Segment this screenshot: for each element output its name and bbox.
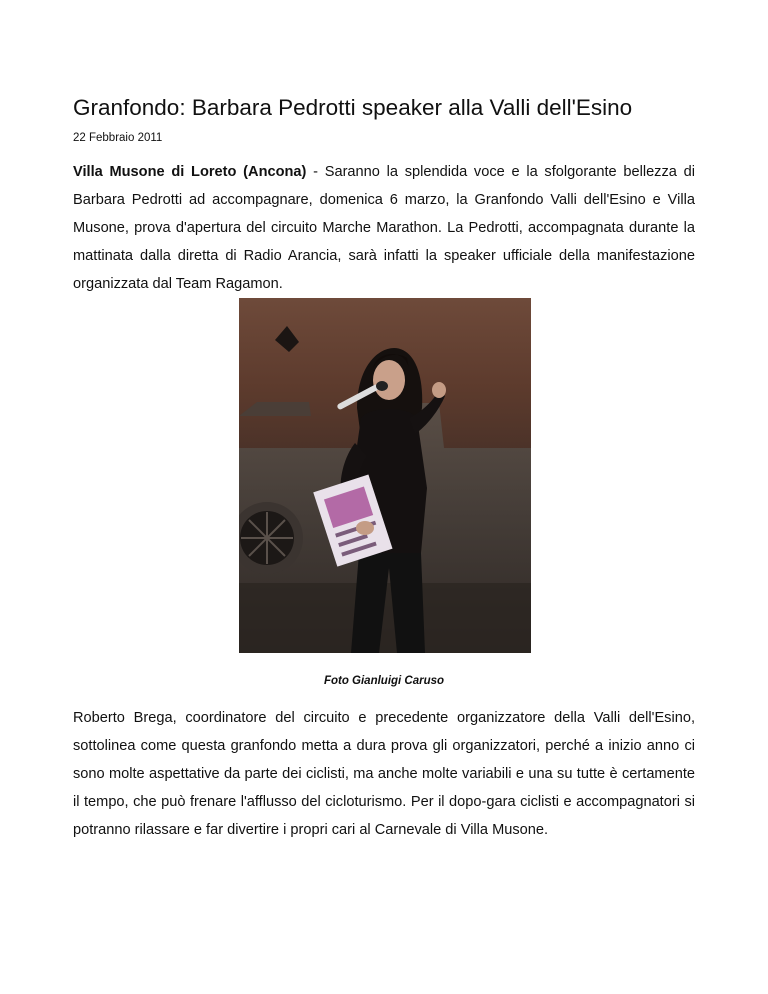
photo-caption: Foto Gianluigi Caruso <box>323 675 445 687</box>
article-paragraph-1-text: - Saranno la splendida voce e la sfolgorante bellezza di Barbara Pedrotti ad accompagnare, domenica 6 marzo, la Granfondo Valli dell'Esino e Villa Musone, prova d'apertura del circuito Marche Marathon. La Pedrotti, accompagnata durante la mattinata dalla diretta di Radio Arancia, sarà infatti la speaker ufficiale della manifestazione organizzata dal Team Ragamon. <box>73 164 695 292</box>
article-photo <box>239 298 531 653</box>
speaker-photo-illustration <box>239 298 531 653</box>
article-title: Granfondo: Barbara Pedrotti speaker alla Valli dell'Esino <box>73 95 633 120</box>
article-lead: Villa Musone di Loreto (Ancona) <box>73 164 307 180</box>
article-paragraph-1 <box>73 158 695 298</box>
article-paragraph-2: Roberto Brega, coordinatore del circuito e precedente organizzatore della Valli dell'Esino, sottolinea come questa granfondo metta a dura prova gli organizzatori, perché a inizio anno ci sono molte aspettative da parte dei ciclisti, ma anche molte variabili e una su tutte è certamente il tempo, che può frenare l'afflusso del cicloturismo. Per il dopo-gara ciclisti e accompagnatori si potranno rilassare e far divertire i propri cari al Carnevale di Villa Musone. <box>73 710 695 838</box>
article-date: 22 Febbraio 2011 <box>73 132 163 144</box>
